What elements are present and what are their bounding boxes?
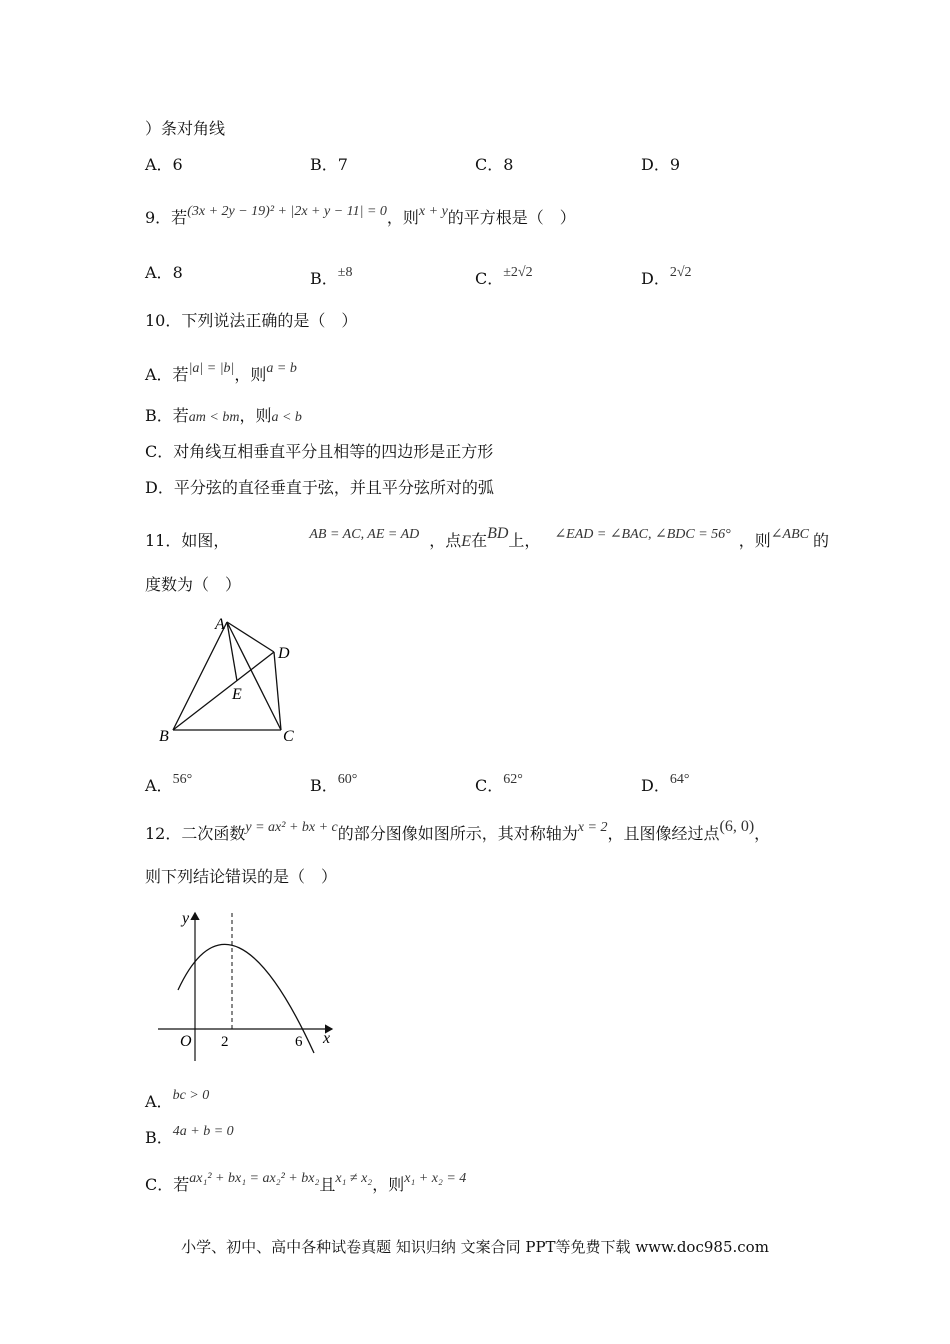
q9-option-c: C．±2√2 (475, 265, 533, 288)
q11-triangle-figure (150, 610, 310, 750)
origin-label: O (180, 1033, 192, 1050)
q9-stem (145, 202, 576, 228)
label-b: B (159, 728, 169, 745)
q11-stem-line2: 度数为（ ） (145, 575, 242, 594)
q8-option-b: B．7 (310, 155, 348, 174)
q12-stem: 12．二次函数y = ax² + bx + c的部分图像如图所示，其对称轴为x = 2，且图像经过点(6, 0)， (145, 818, 771, 843)
q11-stem: 11．如图， AB = AC, AE = AD ，点E在BD上， ∠EAD = ∠BAC, ∠BDC = 56° ，则∠ABC 的 (145, 525, 829, 550)
q12-option-b: B．4a + b = 0 (145, 1124, 234, 1147)
q9-xy: x + y (418, 204, 448, 219)
q11-option-a: A．56° (145, 772, 193, 795)
q10-option-a: A．若|a| = |b|，则a = b (145, 361, 297, 384)
q11-option-b: B．60° (310, 772, 358, 795)
q12-stem-line2: 则下列结论错误的是（ ） (145, 867, 338, 886)
label-e: E (232, 686, 242, 703)
label-c: C (283, 728, 294, 745)
q8-tail: ）条对角线 (145, 119, 226, 138)
label-d: D (278, 645, 290, 662)
q8-option-c: C．8 (475, 155, 514, 174)
page-footer: 小学、初中、高中各种试卷真题 知识归纳 文案合同 PPT等免费下载 www.doc985.com (181, 1238, 769, 1256)
q9-equation: (3x + 2y − 19)² + |2x + y − 11| = 0 (187, 204, 387, 219)
q9-option-d: D．2√2 (641, 265, 692, 288)
segment-ac (227, 622, 281, 730)
q9-tail: 的平方根是（ ） (447, 208, 576, 227)
q10-option-c: C．对角线互相垂直平分且相等的四边形是正方形 (145, 442, 494, 461)
q10-option-b: B．若am < bm，则a < b (145, 406, 302, 425)
q9-number: 9．若 (145, 208, 188, 227)
q9-option-a: A．8 (145, 263, 183, 282)
label-a: A (215, 616, 225, 633)
q9-option-b: B．±8 (310, 265, 353, 288)
segment-ab (173, 622, 227, 730)
q11-option-d: D．64° (641, 772, 690, 795)
segment-bd (173, 652, 274, 730)
tick-label-6: 6 (295, 1034, 303, 1050)
q8-option-d: D．9 (641, 155, 681, 174)
q8-option-a: A．6 (145, 155, 183, 174)
x-label: x (323, 1030, 331, 1047)
q12-option-a: A．bc > 0 (145, 1088, 210, 1111)
q12-option-c: C．若ax₁² + bx₁ = ax₂² + bx₂且x₁ ≠ x₂，则x₁ + x₂ = 4 (145, 1171, 467, 1194)
q11-option-c: C．62° (475, 772, 523, 795)
y-label: y (182, 910, 190, 927)
q12-parabola-graph (150, 905, 350, 1065)
q9-mid: ，则 (386, 208, 419, 227)
q10-option-d: D．平分弦的直径垂直于弦，并且平分弦所对的弧 (145, 478, 494, 497)
tick-label-2: 2 (221, 1034, 229, 1050)
parabola-curve (178, 944, 314, 1053)
q10-stem: 10．下列说法正确的是（ ） (145, 311, 358, 330)
